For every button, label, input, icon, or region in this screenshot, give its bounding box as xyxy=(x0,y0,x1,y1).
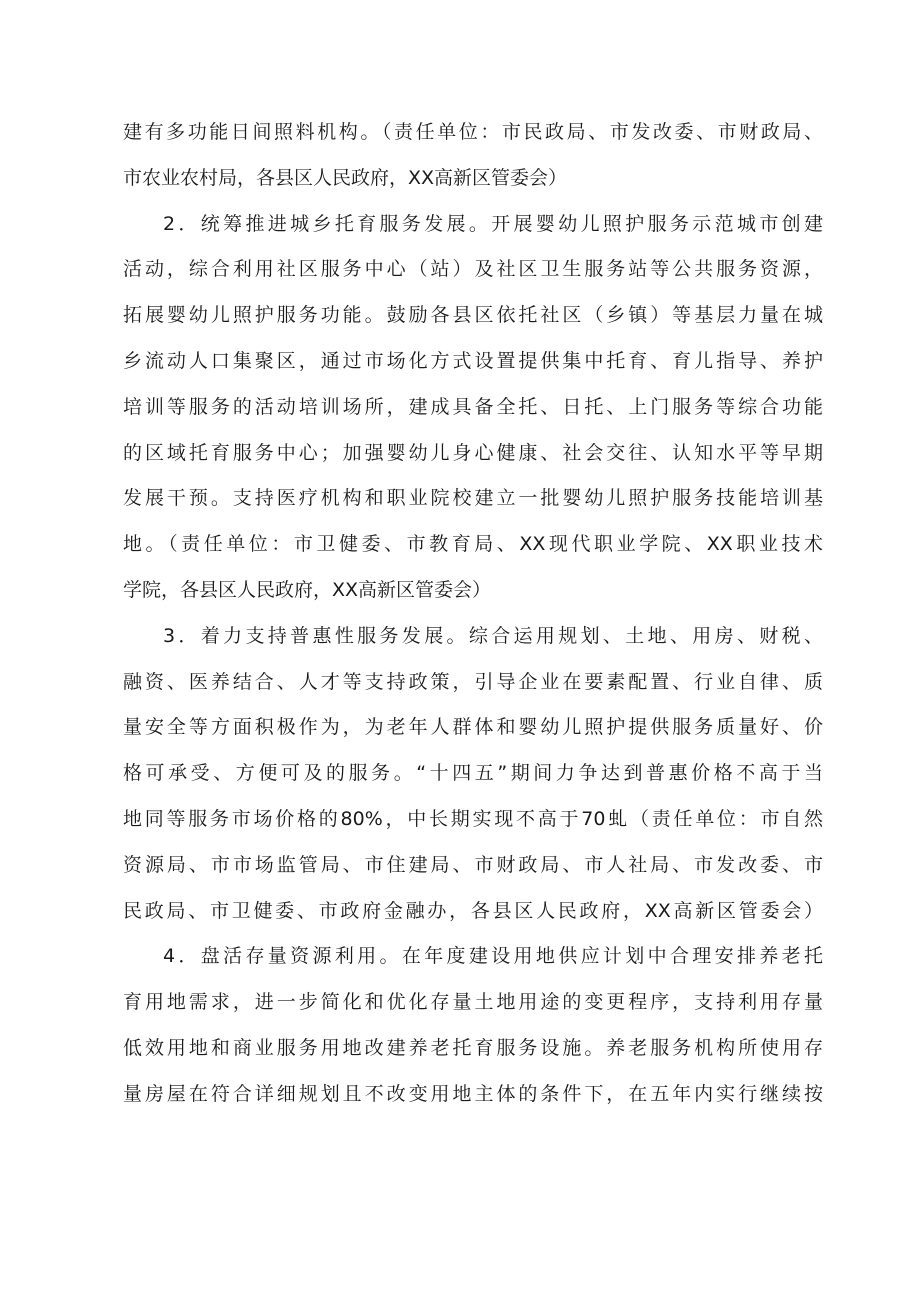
text-line: 格可承受、方便可及的服务。“十四五”期间力争达到普惠价格不高于当 xyxy=(123,762,823,785)
text-line: 民政局、市卫健委、市政府金融办，各县区人民政府，XX高新区管委会） xyxy=(123,899,823,922)
document-body xyxy=(123,110,823,1118)
text-line: 活动，综合利用社区服务中心（站）及社区卫生服务站等公共服务资源， xyxy=(123,258,823,281)
text-line: 地同等服务市场价格的80%，中长期实现不高于70虬（责任单位：市自然 xyxy=(123,807,823,830)
text-line: 市农业农村局，各县区人民政府，XX高新区管委会） xyxy=(123,166,568,189)
text-line: 量房屋在符合详细规划且不改变用地主体的条件下，在五年内实行继续按 xyxy=(123,1082,823,1105)
text-line: 建有多功能日间照料机构。（责任单位：市民政局、市发改委、市财政局、 xyxy=(123,121,823,143)
text-line: 育用地需求，进一步简化和优化存量土地用途的变更程序，支持利用存量 xyxy=(123,991,823,1014)
paragraph-heading-3: 3．着力支持普惠性服务发展。综合运用规划、土地、用房、财税、 xyxy=(163,624,823,647)
text-line: 低效用地和商业服务用地改建养老托育服务设施。养老服务机构所使用存 xyxy=(123,1036,823,1059)
paragraph-heading-2: 2．统筹推进城乡托育服务发展。开展婴幼儿照护服务示范城市创建 xyxy=(163,212,823,235)
text-line: 拓展婴幼儿照护服务功能。鼓励各县区依托社区（乡镇）等基层力量在城 xyxy=(123,304,823,327)
text-line: 的区域托育服务中心；加强婴幼儿身心健康、社会交往、认知水平等早期 xyxy=(123,441,823,464)
text-line: 乡流动人口集聚区，通过市场化方式设置提供集中托育、育儿指导、养护 xyxy=(123,349,823,372)
text-line: 发展干预。支持医疗机构和职业院校建立一批婴幼儿照护服务技能培训基 xyxy=(123,487,823,510)
text-line: 融资、医养结合、人才等支持政策，引导企业在要素配置、行业自律、质 xyxy=(123,670,823,693)
paragraph-heading-4: 4．盘活存量资源利用。在年度建设用地供应计划中合理安排养老托 xyxy=(163,945,823,968)
text-line: 量安全等方面积极作为，为老年人群体和婴幼儿照护提供服务质量好、价 xyxy=(123,716,823,739)
text-line: 培训等服务的活动培训场所，建成具备全托、日托、上门服务等综合功能 xyxy=(123,395,823,418)
text-line: 资源局、市市场监管局、市住建局、市财政局、市人社局、市发改委、市 xyxy=(123,853,823,876)
text-line: 地。（责任单位：市卫健委、市教育局、XX现代职业学院、XX职业技术 xyxy=(123,533,823,556)
text-line: 学院，各县区人民政府，XX高新区管委会） xyxy=(123,578,492,601)
